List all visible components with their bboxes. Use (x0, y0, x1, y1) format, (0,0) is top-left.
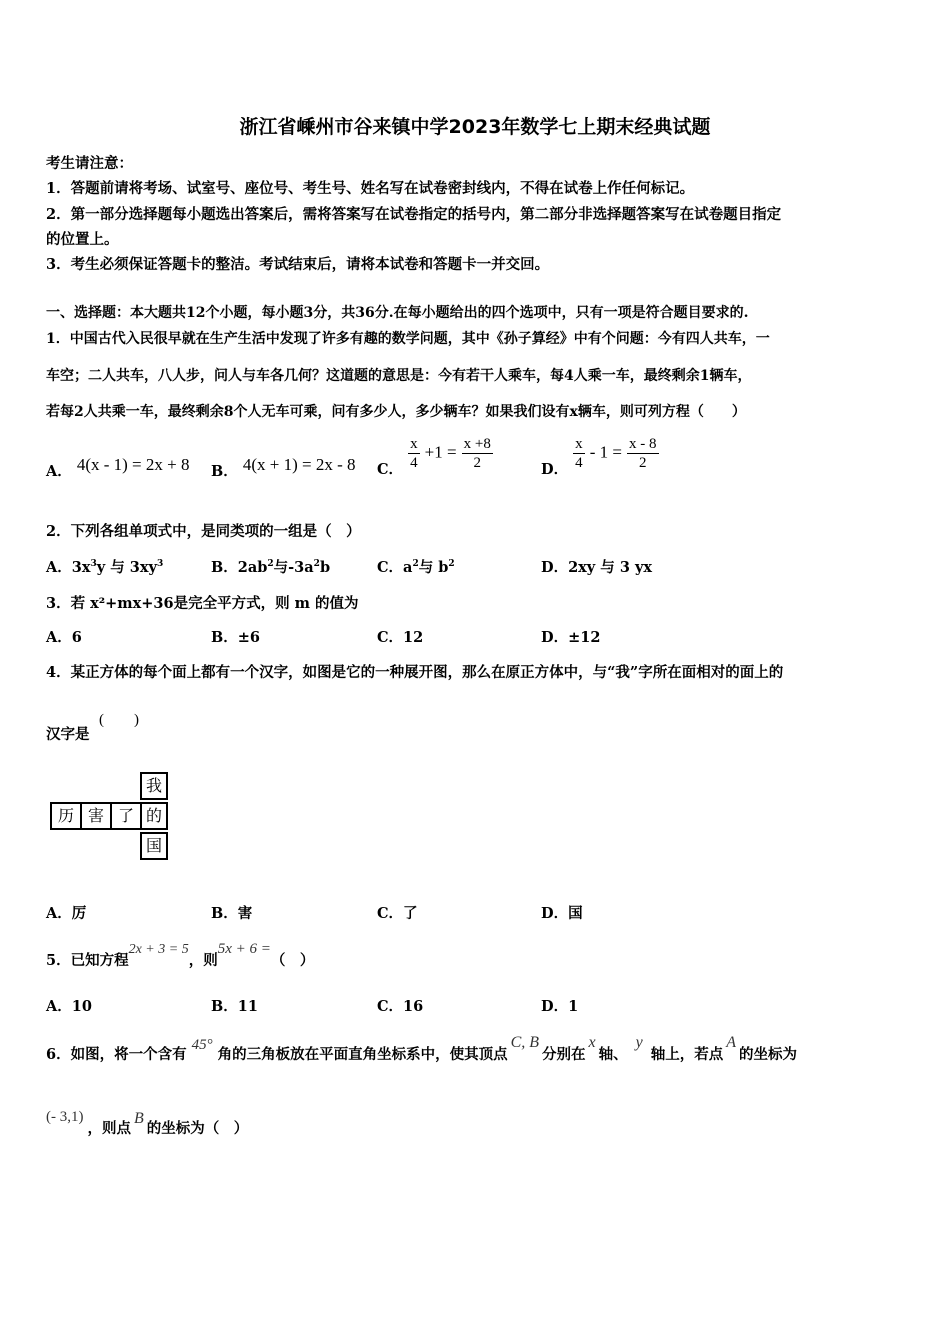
numerator: x (410, 436, 418, 452)
math-expr: (- 3,1) (46, 1109, 84, 1125)
denominator: 2 (473, 455, 482, 471)
option-text: b (319, 559, 331, 576)
q1-option-c[interactable] (377, 435, 493, 478)
fraction (627, 435, 659, 472)
q4-option-d[interactable]: D．国 (541, 905, 583, 922)
option-math: 4(x + 1) = 2x - 8 (242, 455, 356, 474)
q6-text: ，则点 (87, 1120, 131, 1137)
page-title: 浙江省嵊州市谷来镇中学2023年数学七上期末经典试题 (239, 116, 711, 138)
notice-item: 的位置上。 (46, 231, 119, 248)
exponent: 2 (313, 559, 320, 570)
q6-text: 的坐标为（ ） (146, 1120, 249, 1137)
exponent: 2 (267, 559, 274, 570)
notice-item: 2．第一部分选择题每小题选出答案后，需将答案写在试卷指定的括号内，第二部分非选择题答案写在试卷题目指定 (46, 206, 782, 223)
q6-text: 轴、 (598, 1046, 628, 1063)
option-text: 与-3a (273, 559, 314, 576)
q1-line: 车空；二人共车，八人步，问人与车各几何？这道题的意思是：今有若干人乘车，每4人乘一车，最终剩余1辆车， (46, 368, 752, 384)
q2-stem: 2．下列各组单项式中，是同类项的一组是（ ） (46, 523, 361, 540)
q1-line: 1．中国古代入民很早就在生产生活中发现了许多有趣的数学问题，其中《孙子算经》中有个问题：今有四人共车，一 (46, 331, 770, 347)
q6-text: 分别在 (542, 1046, 586, 1063)
q6-text: 轴上，若点 (650, 1046, 724, 1063)
net-cell-de: 的 (140, 802, 168, 830)
option-text: 3x (71, 559, 91, 576)
fraction (408, 435, 420, 472)
exponent: 3 (156, 559, 164, 570)
q5-option-d[interactable]: D．1 (541, 998, 579, 1015)
q6-text: 6．如图，将一个含有 (46, 1046, 187, 1063)
q1-option-d[interactable] (541, 435, 659, 478)
exponent: 2 (448, 559, 455, 570)
answer-paren: ( ) (99, 712, 139, 728)
option-text: 2xy 与 3 yx (568, 559, 653, 576)
q5-option-b[interactable]: B．11 (211, 998, 258, 1015)
q6-text: 的坐标为 (739, 1046, 798, 1063)
option-label: B． (211, 463, 238, 480)
option-math: - 1 = (589, 442, 622, 462)
q3-option-d[interactable]: D．±12 (541, 629, 601, 646)
option-label: D． (541, 559, 569, 576)
notice-heading: 考生请注意： (46, 155, 133, 172)
q3-option-c[interactable]: C．12 (377, 629, 424, 646)
q4-stem: 4．某正方体的每个面上都有一个汉字，如图是它的一种展开图，那么在原正方体中，与“我”字所在面相对的面上的 (46, 664, 784, 681)
q6-stem-2 (46, 1109, 249, 1138)
notice-item: 3．考生必须保证答题卡的整洁。考试结束后，请将本试卷和答题卡一并交回。 (46, 256, 550, 273)
math-expr: B (134, 1110, 144, 1127)
q5-option-c[interactable]: C．16 (377, 998, 424, 1015)
net-cell-hai: 害 (80, 802, 112, 830)
numerator: x - 8 (629, 436, 657, 452)
option-label: D． (541, 460, 569, 478)
option-label: C． (377, 559, 404, 576)
net-cell-li: 历 (50, 802, 82, 830)
q4-option-a[interactable]: A．厉 (46, 905, 87, 922)
q3-option-a[interactable]: A．6 (46, 629, 82, 646)
q6-text: 角的三角板放在平面直角坐标系中，使其顶点 (217, 1046, 508, 1063)
option-text: 2ab (237, 559, 268, 576)
equation: 2x + 3 = 5 (128, 942, 189, 957)
section-heading: 一、选择题：本大题共12个小题，每小题3分，共36分.在每小题给出的四个选项中，只有一项是符合题目要求的. (46, 305, 749, 321)
numerator: x (575, 436, 583, 452)
q4-stem-2: 汉字是 (46, 726, 90, 743)
denominator: 4 (575, 455, 583, 471)
q5-text: （ ） (270, 952, 315, 969)
numerator: x +8 (463, 436, 491, 452)
net-cell-wo: 我 (140, 772, 168, 800)
option-text: 与 b (418, 559, 449, 576)
exponent: 3 (90, 559, 97, 570)
option-text: a (403, 559, 413, 576)
denominator: 4 (410, 455, 418, 471)
cube-net (50, 772, 175, 864)
option-text: y 与 3xy (96, 559, 157, 576)
notice-item: 1．答题前请将考场、试室号、座位号、考生号、姓名写在试卷密封线内，不得在试卷上作任何标记。 (46, 180, 695, 197)
math-expr: x (588, 1034, 596, 1051)
q4-option-c[interactable]: C．了 (377, 905, 418, 922)
math-expr: 45° (191, 1037, 213, 1053)
equation: 5x + 6 = (217, 941, 271, 957)
q1-option-a[interactable] (46, 455, 190, 481)
option-math: 4(x - 1) = 2x + 8 (76, 455, 190, 474)
q2-option-b[interactable] (211, 556, 330, 577)
denominator: 2 (639, 455, 647, 471)
q5-text: ，则 (188, 952, 218, 969)
q2-option-a[interactable] (46, 556, 163, 577)
option-label: C． (377, 460, 404, 478)
q1-line: 若每2人共乘一车，最终剩余8个人无车可乘，问有多少人，多少辆车？如果我们设有x辆车，则可列方程（ ） (46, 404, 746, 420)
option-label: A． (46, 559, 72, 576)
math-expr: A (726, 1034, 737, 1051)
fraction (462, 435, 493, 472)
q5-option-a[interactable]: A．10 (46, 998, 92, 1015)
q2-option-d[interactable] (541, 556, 652, 577)
q5-text: 5．已知方程 (46, 952, 129, 969)
q5-stem (46, 941, 315, 970)
q6-stem (46, 1034, 798, 1064)
net-cell-guo: 国 (140, 832, 168, 860)
option-math: +1 = (424, 442, 457, 462)
exponent: 2 (412, 559, 419, 570)
option-label: A． (46, 463, 72, 480)
math-expr: y (635, 1034, 643, 1051)
q4-option-b[interactable]: B．害 (211, 905, 253, 922)
q1-option-b[interactable] (211, 455, 356, 481)
q3-option-b[interactable]: B．±6 (211, 629, 260, 646)
q3-stem: 3．若 x²+mx+36是完全平方式，则 m 的值为 (46, 595, 359, 612)
net-cell-le: 了 (110, 802, 142, 830)
math-expr: C, B (510, 1034, 540, 1051)
option-label: B． (211, 559, 238, 576)
fraction (573, 435, 585, 472)
q2-option-c[interactable] (377, 556, 455, 577)
